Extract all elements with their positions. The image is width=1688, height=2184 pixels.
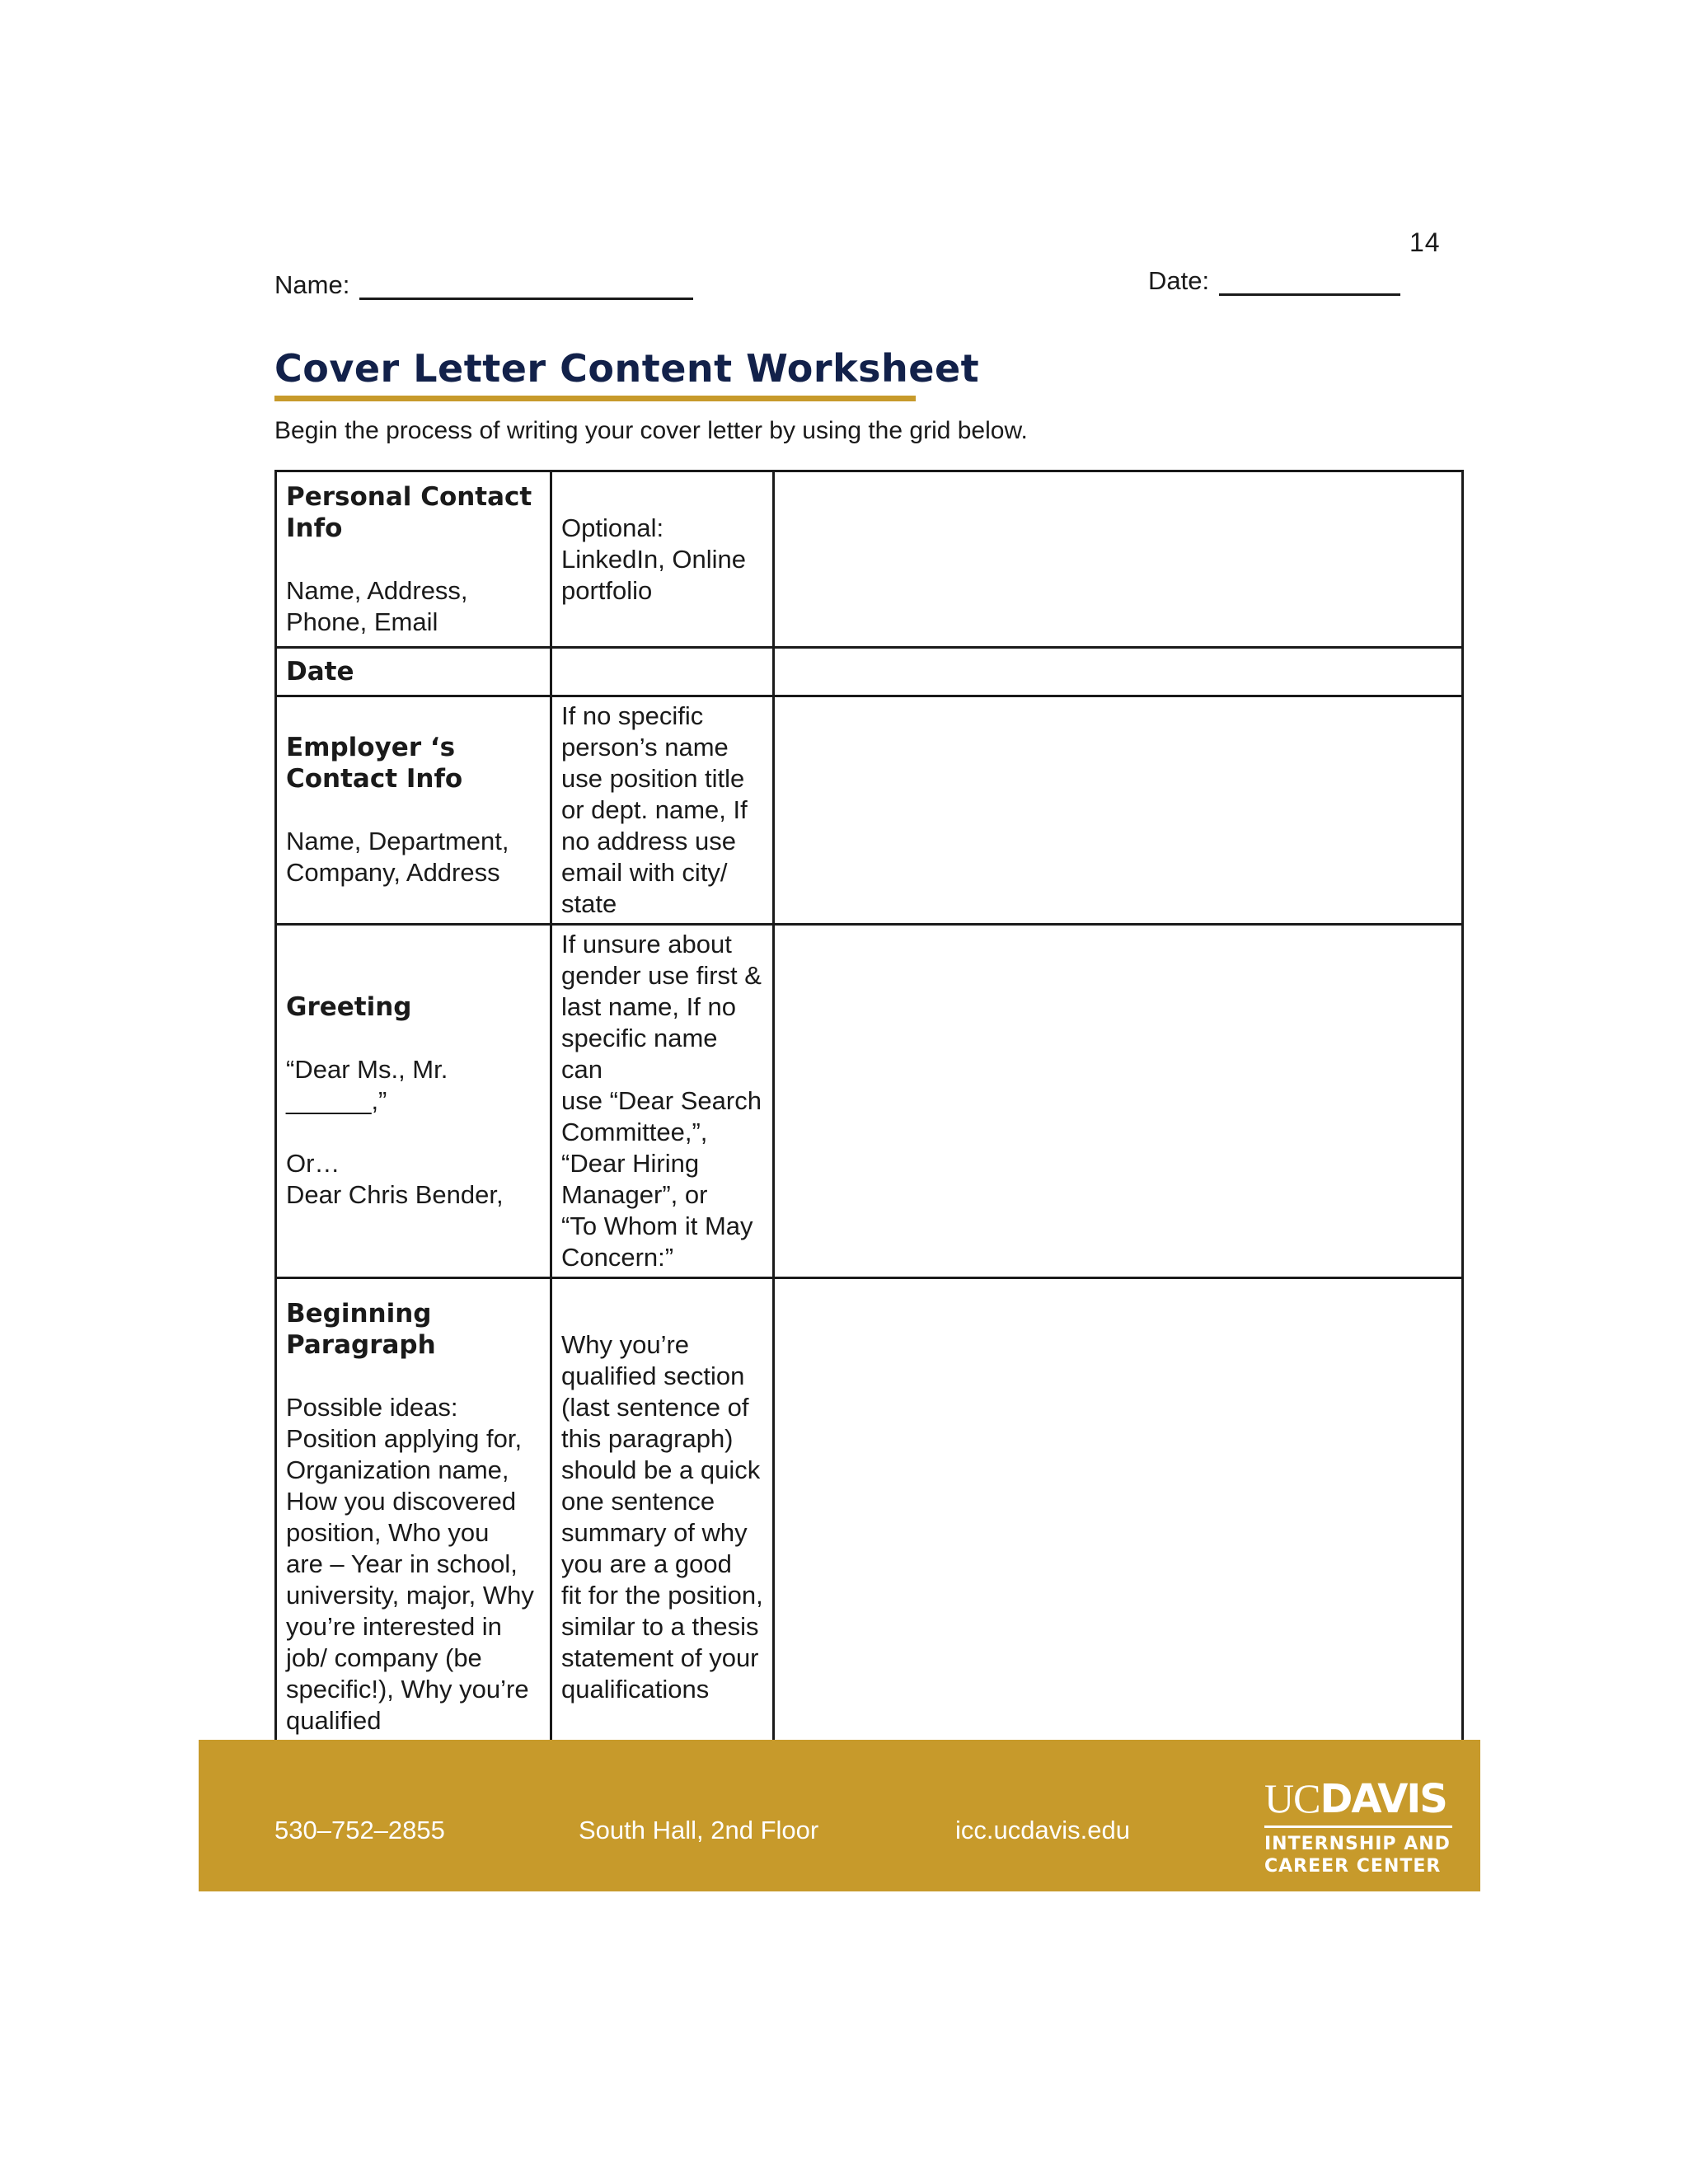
row-label-cell [276,925,551,1278]
row-tip: Why you’re qualified section (last sentence of this paragraph) should be a quick one sentence summary of why you are a good fit for the position, similar to a thesis statement of your qualifications [561,1329,763,1704]
row-heading: Date [286,657,354,687]
title-underline [274,396,916,401]
date-label: Date: [1148,266,1210,295]
logo-davis: DAVIS [1320,1776,1447,1822]
row-tip-cell [551,471,774,648]
answer-cell-employer-contact[interactable] [774,696,1463,925]
table-row [276,648,1463,696]
table-row [276,925,1463,1278]
answer-cell-date[interactable] [774,648,1463,696]
footer-website: icc.ucdavis.edu [955,1816,1130,1844]
table-row [276,1278,1463,1756]
row-tip: If no specific person’s name use position title or dept. name, If no address use email with city/ state [561,701,748,918]
logo-line-1: INTERNSHIP AND [1264,1834,1451,1854]
footer-bar [199,1740,1480,1891]
page-title: Cover Letter Content Worksheet [274,346,980,391]
name-blank-line[interactable] [359,273,693,300]
footer-address: South Hall, 2nd Floor [579,1816,819,1844]
logo-divider [1264,1825,1452,1828]
row-heading: Beginning Paragraph [286,1298,436,1360]
name-field[interactable] [274,270,693,300]
row-description: Name, Address, Phone, Email [286,575,468,636]
row-heading: Personal Contact Info [286,481,532,543]
row-tip-cell [551,925,774,1278]
row-label-cell [276,696,551,925]
row-tip: Optional: LinkedIn, Online portfolio [561,513,747,605]
intro-text: Begin the process of writing your cover letter by using the grid below. [274,417,1028,444]
row-label-cell [276,648,551,696]
row-tip-cell [551,696,774,925]
answer-cell-greeting[interactable] [774,925,1463,1278]
footer-phone: 530–752–2855 [274,1816,445,1844]
row-heading: Greeting [286,992,412,1022]
date-field[interactable] [1148,266,1400,296]
row-tip: If unsure about gender use first & last name, If no specific name can use “Dear Search Committee,”, “Dear Hiring Manager”, or “To Whom it May Concern:” [561,930,762,1272]
table-row [276,696,1463,925]
answer-cell-beginning-paragraph[interactable] [774,1278,1463,1756]
ucdavis-logo [1264,1776,1454,1877]
row-description: Possible ideas: Position applying for, Organization name, How you discovered position, Who you are – Year in school, university, major, Why you’re interested in job/ company (be specific!), Why you’re qualified [286,1392,534,1735]
logo-wordmark [1264,1776,1454,1822]
row-description: “Dear Ms., Mr. ______,” Or… Dear Chris Bender, [286,1055,504,1209]
row-heading: Employer ‘s Contact Info [286,733,463,794]
row-description: Name, Department, Company, Address [286,827,509,887]
row-label-cell [276,471,551,648]
row-tip-cell [551,648,774,696]
logo-line-2: CAREER CENTER [1264,1856,1442,1877]
name-label: Name: [274,270,350,299]
row-label-cell [276,1278,551,1756]
worksheet-grid [274,470,1464,1757]
date-blank-line[interactable] [1219,269,1400,296]
table-row [276,471,1463,648]
answer-cell-personal-contact[interactable] [774,471,1463,648]
logo-uc: UC [1264,1775,1320,1821]
row-tip-cell [551,1278,774,1756]
page-number: 14 [1409,227,1441,257]
